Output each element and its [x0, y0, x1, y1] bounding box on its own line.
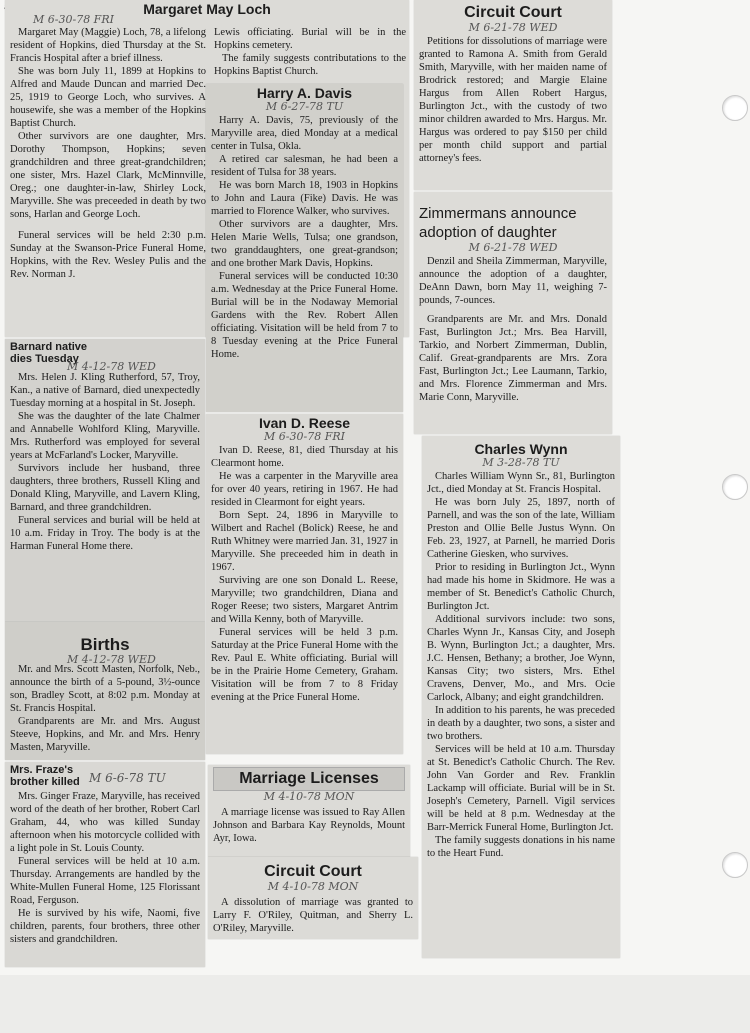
clipping-circuit-court-lower	[208, 857, 418, 939]
clipping-title-line2: dies Tuesday	[10, 353, 79, 366]
clipping-births	[5, 622, 205, 760]
paragraph: Funeral services will be held 3 p.m. Saturday at the Price Funeral Home with the Rev. Paul E. White officiating. Burial will be in the Prairie Home Cemetery, Graham. Visitation will be from 7 to 8 Friday evening at the Price Funeral Home.	[211, 627, 398, 704]
paragraph: Harry A. Davis, 75, previously of the Maryville area, died Monday at a medical center in Tulsa, Okla.	[211, 115, 398, 153]
clipping-title: Marriage Licenses	[213, 767, 405, 791]
paragraph: He was born July 25, 1897, north of Parnell, and was the son of the late, William Preston and Ollie Belle Justus Wynn. On Feb. 23, 1927, at Parnell, he married Doris Catherine Giesken, who survives.	[427, 497, 615, 561]
clipping-title: Ivan D. Reese	[258, 415, 351, 431]
paragraph: He was a carpenter in the Maryville area for over 40 years, retiring in 1967. He had resided in Clearmont for eight years.	[211, 471, 398, 509]
handwritten-date-note: M 6-30-78 FRI	[33, 13, 114, 26]
handwritten-date-note: M 6-21-78 WED	[468, 241, 558, 254]
punch-hole	[722, 474, 748, 500]
punch-hole	[722, 95, 748, 121]
clipping-title: Zimmermans announce adoption of daughter	[419, 205, 577, 241]
paragraph: Funeral services will be held 2:30 p.m. Sunday at the Swanson-Price Funeral Home, Hopkins, with the Rev. Wesley Pulis and the Rev. Norman J.	[10, 230, 206, 280]
clipping-title-line2: brother killed	[10, 776, 80, 789]
paragraph: Mr. and Mrs. Scott Masten, Norfolk, Neb., announce the birth of a 5-pound, 3½-ounce son, Bradley Scott, at 8:02 p.m. Monday at St. Francis Hospital.	[10, 663, 200, 714]
paragraph: Funeral services will be conducted 10:30 a.m. Wednesday at the Price Funeral Home. Burial will be in the Nodaway Memorial Gardens with the Rev. Robert Allen officiating. Visitation will be held from 7 to 8 Tuesday evening at the Price Funeral Home.	[211, 271, 398, 361]
handwritten-date-note: M 4-10-78 MON	[263, 789, 355, 803]
clipping-circuit-court-upper	[414, 0, 612, 190]
paragraph: Charles William Wynn Sr., 81, Burlington Jct., died Monday at St. Francis Hospital.	[427, 471, 615, 496]
paragraph: Other survivors are one daughter, Mrs. Dorothy Thompson, Hopkins; seven grandchildren and three great-grandchildren; one sister, Mrs. Hazel Clark, McMinnville, Oreg.; one daughter-in-law, Shirley Lock, Maryville. She was preceeded in death by two sons, Harlan and George Loch.	[10, 131, 206, 220]
handwritten-date-note: M 6-6-78 TU	[89, 771, 166, 785]
paragraph: She was the daughter of the late Chalmer and Annabelle Wohlford Kling, Maryville. Mrs. Rutherford was employed for several years at McFarland's Locker, Maryville.	[10, 411, 200, 462]
clipping-graham-obituary	[5, 762, 205, 967]
paragraph: He is survived by his wife, Naomi, five children, parents, four brothers, three other sisters and grandchildren.	[10, 908, 200, 946]
paragraph: Denzil and Sheila Zimmerman, Maryville, announce the adoption of a daughter, DeAnn Dawn, born May 11, weighing 7-pounds, 7-ounces.	[419, 256, 607, 306]
paragraph: Funeral services and burial will be held at 10 a.m. Friday in Troy. The body is at the Harman Funeral Home there.	[10, 515, 200, 553]
paragraph: Surviving are one son Donald L. Reese, Maryville; two grandchildren, Diana and Roger Reese; two sisters, Margaret Antrim and Willa Kenny, both of Maryville.	[211, 575, 398, 626]
clipping-title: Charles Wynn	[474, 441, 568, 457]
handwritten-date-note: M 6-21-78 WED	[468, 20, 558, 34]
paragraph: The family suggests donations in his name to the Heart Fund.	[427, 835, 615, 860]
paragraph: Funeral services will be held at 10 a.m. Thursday. Arrangements are handled by the White-Mullen Funeral Home, 125 Florissant Road, Ferguson.	[10, 856, 200, 907]
paragraph: Mrs. Helen J. Kling Rutherford, 57, Troy, Kan., a native of Barnard, died unexpectedly Tuesday morning at a hospital in St. Joseph.	[10, 372, 200, 410]
clipping-marriage-licenses	[208, 765, 410, 857]
paragraph: He was born March 18, 1903 in Hopkins to John and Laura (Fike) Davis. He was married to Florence Walker, who survives.	[211, 180, 398, 218]
paragraph: Survivors include her husband, three daughters, three brothers, Russell Kling and Donald Kling, Maryville, and Lavern Kling, Barnard, and three grandchildren.	[10, 463, 200, 514]
paragraph: Additional survivors include: two sons, Charles Wynn Jr., Kansas City, and Joseph B. Wynn, Burlington Jct.; a daughter, Mrs. J.C. Hensen, Bethany; a brother, Joe Wynn, Kansas City; two sisters, Mrs. Ethel Cravens, Denver, Mo., and Mrs. Ocie Carlock, Albany; and eight grandchildren.	[427, 614, 615, 704]
paragraph: The family suggests contributations to the Hopkins Baptist Church.	[214, 53, 406, 77]
paragraph: Petitions for dissolutions of marriage were granted to Ramona A. Smith from Gerald Smith, Maryville, with her maiden name of Brodrick restored; and Margie Elaine Hargus from Allen Robert Hargus, Burlington Jct., with the custody of two minor children awarded to Mrs. Hargus. Mr. Hargus was ordered to pay $150 per child per month child support and partial attorney's fees.	[419, 35, 607, 164]
punch-hole	[722, 852, 748, 878]
clipping-title: Circuit Court	[464, 4, 562, 21]
paragraph: Mrs. Ginger Fraze, Maryville, has received word of the death of her brother, Robert Carl Graham, 44, who was killed Sunday afternoon when his motorcycle collided with a light pole in St. Louis County.	[10, 791, 200, 855]
clipping-title: Harry A. Davis	[256, 85, 353, 101]
handwritten-date-note: M 3-28-78 TU	[482, 456, 560, 470]
paragraph: A marriage license was issued to Ray Allen Johnson and Barbara Kay Reynolds, Mount Ayr, Iowa.	[213, 806, 405, 844]
clipping-davis-obituary	[206, 84, 403, 412]
clipping-reese-obituary	[206, 414, 403, 754]
paragraph: Ivan D. Reese, 81, died Thursday at his Clearmont home.	[211, 445, 398, 470]
clipping-title: Births	[80, 635, 130, 654]
paragraph: Lewis officiating. Burial will be in the Hopkins cemetery.	[214, 27, 406, 51]
paragraph: Grandparents are Mr. and Mrs. Donald Fast, Burlington Jct.; Mrs. Bea Harvill, Tarkio, and Norbert Zimmerman, Dublin, Calif. Great-grandparents are Mrs. Zora Fast, Burlington Jct.; Lee Laumann, Tarkio, and Mrs. Florence Zimmerman and Mrs. Marie Conn, Maryville.	[419, 314, 607, 403]
paragraph: She was born July 11, 1899 at Hopkins to Alfred and Maude Duncan and married Dec. 25, 1919 to George Loch, who survives. A housewife, she was a member of the Hopkins Baptist Church.	[10, 66, 206, 129]
handwritten-date-note: M 4-10-78 MON	[267, 879, 359, 893]
paragraph: Other survivors are a daughter, Mrs. Helen Marie Wells, Tulsa; one grandson, two granddaughters, one great-grandson; and one brother Mark Davis, Hopkins.	[211, 219, 398, 270]
paragraph: Born Sept. 24, 1896 in Maryville to Wilbert and Rachel (Bolick) Reese, he and Ruth Whitney were married Jan. 31, 1927 in Maryville. She preceeded him in death in 1967.	[211, 510, 398, 574]
clipping-rutherford-obituary	[5, 339, 205, 622]
paragraph: Margaret May (Maggie) Loch, 78, a lifelong resident of Hopkins, died Thursday at the St. Francis Hospital after a brief illness.	[10, 27, 206, 64]
paragraph: A retired car salesman, he had been a resident of Tulsa for 38 years.	[211, 154, 398, 179]
clipping-title: Circuit Court	[264, 863, 362, 880]
clipping-title-line1: Barnard native	[10, 341, 88, 353]
paragraph: A dissolution of marriage was granted to Larry F. O'Riley, Quitman, and Sherry L. O'Riley, Maryville.	[213, 896, 413, 934]
paragraph: Services will be held at 10 a.m. Thursday at St. Benedict's Catholic Church. The Rev. John Van Gorder and Rev. Franklin Lackamp will officiate. Burial will be in St. Joseph's Cemetery, Parnell. Vigil services will be held at 8 p.m. Wednesday at the Barr-Merrick Funeral Home, Burlington Jct.	[427, 744, 615, 834]
clipping-title-line1: Mrs. Fraze's	[10, 764, 74, 776]
paragraph: Grandparents are Mr. and Mrs. August Steeve, Hopkins, and Mr. and Mrs. Henry Masten, Maryville.	[10, 715, 200, 753]
clipping-zimmerman-adoption	[414, 192, 612, 434]
paragraph: Prior to residing in Burlington Jct., Wynn had made his home in Skidmore. He was a member of St. Benedict's Catholic Church, Burlington Jct.	[427, 562, 615, 613]
handwritten-date-note: M 6-30-78 FRI	[264, 430, 345, 444]
handwritten-date-note: M 6-27-78 TU	[265, 100, 344, 114]
paragraph: In addition to his parents, he was preceded in death by a daughter, two sons, a sister and two brothers.	[427, 705, 615, 743]
handwritten-date-note: M 4-12-78 WED	[67, 653, 156, 666]
clipping-title: Margaret May Loch	[143, 1, 271, 17]
column-left	[10, 26, 206, 281]
handwritten-date-note: M 4-12-78 WED	[67, 360, 156, 373]
column-right	[214, 26, 406, 78]
clipping-wynn-obituary	[422, 436, 620, 958]
page-bottom-margin	[0, 975, 750, 1033]
